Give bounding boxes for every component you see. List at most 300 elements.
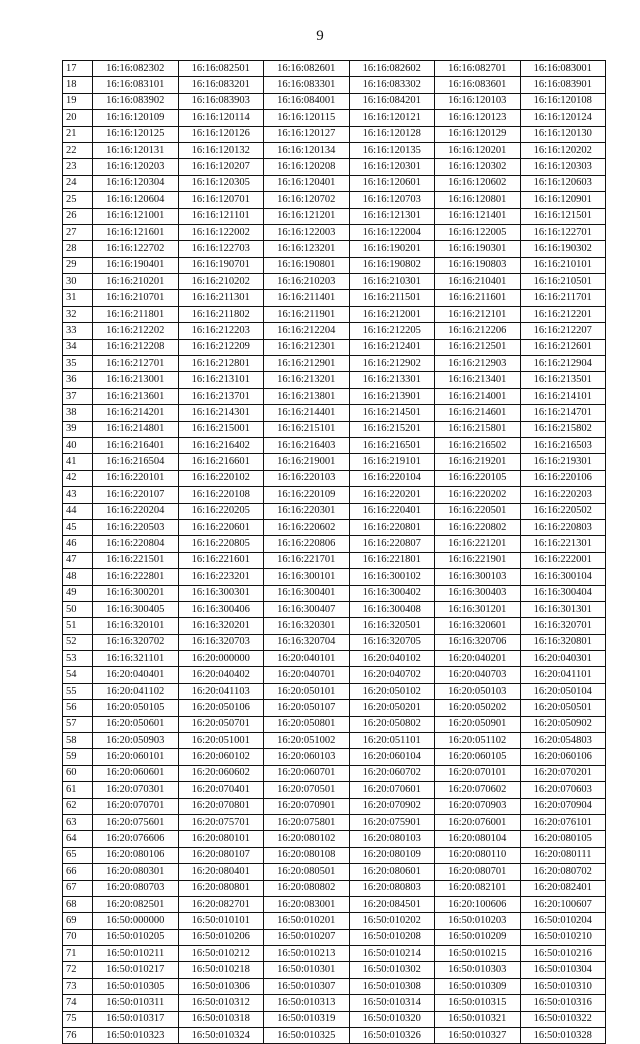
table-row bbox=[63, 962, 606, 978]
cadastral-number-cell: 16:50:010327 bbox=[435, 1028, 521, 1044]
cadastral-number-cell: 16:16:121201 bbox=[264, 208, 350, 224]
cadastral-number-cell: 16:20:070101 bbox=[435, 765, 521, 781]
cadastral-number-cell: 16:50:010313 bbox=[264, 995, 350, 1011]
cadastral-number-cell: 16:16:215001 bbox=[178, 421, 264, 437]
table-row bbox=[63, 733, 606, 749]
cadastral-number-cell: 16:20:050902 bbox=[520, 716, 606, 732]
cadastral-number-cell: 16:16:122003 bbox=[264, 224, 350, 240]
cadastral-number-cell: 16:16:120901 bbox=[520, 192, 606, 208]
table-row bbox=[63, 77, 606, 93]
table-row bbox=[63, 634, 606, 650]
cadastral-number-cell: 16:16:220502 bbox=[520, 503, 606, 519]
row-number-cell: 44 bbox=[63, 503, 93, 519]
row-number-cell: 66 bbox=[63, 864, 93, 880]
cadastral-number-cell: 16:16:120201 bbox=[435, 142, 521, 158]
cadastral-number-cell: 16:20:050106 bbox=[178, 700, 264, 716]
cadastral-number-cell: 16:16:320703 bbox=[178, 634, 264, 650]
cadastral-number-cell: 16:20:050701 bbox=[178, 716, 264, 732]
cadastral-number-cell: 16:16:120123 bbox=[435, 110, 521, 126]
table-row bbox=[63, 323, 606, 339]
table-row bbox=[63, 700, 606, 716]
cadastral-number-cell: 16:20:080105 bbox=[520, 831, 606, 847]
cadastral-number-cell: 16:50:010217 bbox=[93, 962, 179, 978]
cadastral-number-cell: 16:16:212101 bbox=[435, 306, 521, 322]
cadastral-number-cell: 16:16:120207 bbox=[178, 159, 264, 175]
cadastral-number-cell: 16:16:214201 bbox=[93, 405, 179, 421]
table-row bbox=[63, 847, 606, 863]
row-number-cell: 24 bbox=[63, 175, 93, 191]
table-row bbox=[63, 946, 606, 962]
cadastral-number-cell: 16:20:070401 bbox=[178, 782, 264, 798]
row-number-cell: 56 bbox=[63, 700, 93, 716]
cadastral-number-cell: 16:16:212401 bbox=[349, 339, 435, 355]
cadastral-number-cell: 16:20:070603 bbox=[520, 782, 606, 798]
cadastral-number-cell: 16:16:214301 bbox=[178, 405, 264, 421]
cadastral-number-cell: 16:50:010312 bbox=[178, 995, 264, 1011]
cadastral-number-cell: 16:20:060601 bbox=[93, 765, 179, 781]
row-number-cell: 23 bbox=[63, 159, 93, 175]
cadastral-number-cell: 16:20:076606 bbox=[93, 831, 179, 847]
cadastral-number-cell: 16:20:051101 bbox=[349, 733, 435, 749]
cadastral-number-cell: 16:20:050105 bbox=[93, 700, 179, 716]
cadastral-number-cell: 16:20:075901 bbox=[349, 814, 435, 830]
cadastral-number-cell: 16:16:212001 bbox=[349, 306, 435, 322]
cadastral-number-cell: 16:16:211401 bbox=[264, 290, 350, 306]
cadastral-number-cell: 16:20:076101 bbox=[520, 814, 606, 830]
cadastral-number-cell: 16:50:010314 bbox=[349, 995, 435, 1011]
row-number-cell: 26 bbox=[63, 208, 93, 224]
cadastral-number-cell: 16:16:221501 bbox=[93, 552, 179, 568]
cadastral-number-cell: 16:20:050903 bbox=[93, 733, 179, 749]
row-number-cell: 47 bbox=[63, 552, 93, 568]
table-row bbox=[63, 667, 606, 683]
table-row bbox=[63, 651, 606, 667]
cadastral-number-cell: 16:16:120129 bbox=[435, 126, 521, 142]
cadastral-number-cell: 16:50:010305 bbox=[93, 978, 179, 994]
cadastral-number-cell: 16:16:210203 bbox=[264, 274, 350, 290]
table-row bbox=[63, 61, 606, 77]
cadastral-number-cell: 16:20:050901 bbox=[435, 716, 521, 732]
row-number-cell: 55 bbox=[63, 683, 93, 699]
cadastral-number-cell: 16:20:070602 bbox=[435, 782, 521, 798]
row-number-cell: 42 bbox=[63, 470, 93, 486]
cadastral-number-cell: 16:16:211301 bbox=[178, 290, 264, 306]
table-row bbox=[63, 929, 606, 945]
table-row bbox=[63, 716, 606, 732]
cadastral-number-cell: 16:50:010324 bbox=[178, 1028, 264, 1044]
cadastral-number-cell: 16:16:120125 bbox=[93, 126, 179, 142]
cadastral-number-cell: 16:16:320601 bbox=[435, 618, 521, 634]
row-number-cell: 22 bbox=[63, 142, 93, 158]
cadastral-number-cell: 16:20:041101 bbox=[520, 667, 606, 683]
cadastral-number-cell: 16:16:321101 bbox=[93, 651, 179, 667]
table-row bbox=[63, 782, 606, 798]
cadastral-number-cell: 16:20:040702 bbox=[349, 667, 435, 683]
cadastral-number-cell: 16:16:120303 bbox=[520, 159, 606, 175]
cadastral-number-cell: 16:20:050102 bbox=[349, 683, 435, 699]
cadastral-number-cell: 16:16:220204 bbox=[93, 503, 179, 519]
row-number-cell: 49 bbox=[63, 585, 93, 601]
cadastral-number-cell: 16:16:220103 bbox=[264, 470, 350, 486]
cadastral-number-cell: 16:16:120135 bbox=[349, 142, 435, 158]
cadastral-number-cell: 16:20:050104 bbox=[520, 683, 606, 699]
table-row bbox=[63, 913, 606, 929]
cadastral-number-cell: 16:16:220501 bbox=[435, 503, 521, 519]
cadastral-number-cell: 16:16:220805 bbox=[178, 536, 264, 552]
cadastral-number-cell: 16:16:213701 bbox=[178, 388, 264, 404]
cadastral-number-cell: 16:16:123201 bbox=[264, 241, 350, 257]
cadastral-number-cell: 16:16:300103 bbox=[435, 569, 521, 585]
cadastral-number-cell: 16:50:010321 bbox=[435, 1011, 521, 1027]
cadastral-number-cell: 16:16:214001 bbox=[435, 388, 521, 404]
row-number-cell: 27 bbox=[63, 224, 93, 240]
cadastral-number-cell: 16:16:219301 bbox=[520, 454, 606, 470]
cadastral-number-cell: 16:20:050202 bbox=[435, 700, 521, 716]
cadastral-number-cell: 16:16:211601 bbox=[435, 290, 521, 306]
cadastral-number-cell: 16:20:080601 bbox=[349, 864, 435, 880]
cadastral-number-cell: 16:16:300402 bbox=[349, 585, 435, 601]
cadastral-number-cell: 16:16:320101 bbox=[93, 618, 179, 634]
cadastral-number-cell: 16:16:120301 bbox=[349, 159, 435, 175]
cadastral-number-cell: 16:50:010204 bbox=[520, 913, 606, 929]
cadastral-number-cell: 16:16:120109 bbox=[93, 110, 179, 126]
row-number-cell: 67 bbox=[63, 880, 93, 896]
cadastral-number-cell: 16:20:040703 bbox=[435, 667, 521, 683]
cadastral-number-cell: 16:50:010316 bbox=[520, 995, 606, 1011]
cadastral-number-cell: 16:20:070904 bbox=[520, 798, 606, 814]
cadastral-number-cell: 16:20:070301 bbox=[93, 782, 179, 798]
row-number-cell: 30 bbox=[63, 274, 93, 290]
cadastral-number-cell: 16:50:010211 bbox=[93, 946, 179, 962]
cadastral-number-cell: 16:20:040201 bbox=[435, 651, 521, 667]
row-number-cell: 33 bbox=[63, 323, 93, 339]
cadastral-number-cell: 16:16:220203 bbox=[520, 487, 606, 503]
cadastral-number-cell: 16:20:060102 bbox=[178, 749, 264, 765]
cadastral-number-cell: 16:16:190802 bbox=[349, 257, 435, 273]
table-row bbox=[63, 142, 606, 158]
cadastral-number-cell: 16:16:221801 bbox=[349, 552, 435, 568]
row-number-cell: 61 bbox=[63, 782, 93, 798]
table-row bbox=[63, 896, 606, 912]
table-row bbox=[63, 519, 606, 535]
table-row bbox=[63, 814, 606, 830]
cadastral-number-cell: 16:20:080501 bbox=[264, 864, 350, 880]
row-number-cell: 48 bbox=[63, 569, 93, 585]
cadastral-number-cell: 16:16:211802 bbox=[178, 306, 264, 322]
cadastral-number-cell: 16:16:220803 bbox=[520, 519, 606, 535]
cadastral-number-cell: 16:16:210401 bbox=[435, 274, 521, 290]
cadastral-number-cell: 16:20:080703 bbox=[93, 880, 179, 896]
cadastral-number-cell: 16:20:070701 bbox=[93, 798, 179, 814]
row-number-cell: 51 bbox=[63, 618, 93, 634]
cadastral-number-cell: 16:20:060701 bbox=[264, 765, 350, 781]
cadastral-number-cell: 16:50:010304 bbox=[520, 962, 606, 978]
cadastral-number-cell: 16:20:050107 bbox=[264, 700, 350, 716]
row-number-cell: 53 bbox=[63, 651, 93, 667]
cadastral-number-cell: 16:50:010215 bbox=[435, 946, 521, 962]
cadastral-number-cell: 16:20:080109 bbox=[349, 847, 435, 863]
cadastral-number-cell: 16:16:213901 bbox=[349, 388, 435, 404]
cadastral-number-cell: 16:16:211501 bbox=[349, 290, 435, 306]
cadastral-number-cell: 16:16:320706 bbox=[435, 634, 521, 650]
cadastral-number-cell: 16:16:300408 bbox=[349, 601, 435, 617]
cadastral-number-cell: 16:16:212301 bbox=[264, 339, 350, 355]
cadastral-number-cell: 16:16:120131 bbox=[93, 142, 179, 158]
cadastral-number-cell: 16:16:122004 bbox=[349, 224, 435, 240]
cadastral-number-cell: 16:16:220602 bbox=[264, 519, 350, 535]
cadastral-number-cell: 16:16:120134 bbox=[264, 142, 350, 158]
row-number-cell: 69 bbox=[63, 913, 93, 929]
row-number-cell: 36 bbox=[63, 372, 93, 388]
cadastral-number-cell: 16:50:010318 bbox=[178, 1011, 264, 1027]
cadastral-number-cell: 16:16:216501 bbox=[349, 437, 435, 453]
cadastral-number-cell: 16:16:221201 bbox=[435, 536, 521, 552]
cadastral-number-cell: 16:16:212203 bbox=[178, 323, 264, 339]
cadastral-number-cell: 16:16:120127 bbox=[264, 126, 350, 142]
cadastral-number-cell: 16:16:214601 bbox=[435, 405, 521, 421]
table-row bbox=[63, 569, 606, 585]
cadastral-number-cell: 16:16:320701 bbox=[520, 618, 606, 634]
cadastral-number-cell: 16:16:120702 bbox=[264, 192, 350, 208]
cadastral-number-cell: 16:16:120202 bbox=[520, 142, 606, 158]
table-row bbox=[63, 831, 606, 847]
row-number-cell: 34 bbox=[63, 339, 93, 355]
cadastral-number-cell: 16:16:220102 bbox=[178, 470, 264, 486]
cadastral-number-cell: 16:16:083903 bbox=[178, 93, 264, 109]
cadastral-number-cell: 16:20:082401 bbox=[520, 880, 606, 896]
cadastral-number-cell: 16:16:083301 bbox=[264, 77, 350, 93]
cadastral-number-cell: 16:20:070601 bbox=[349, 782, 435, 798]
cadastral-number-cell: 16:16:121101 bbox=[178, 208, 264, 224]
cadastral-number-cell: 16:16:220802 bbox=[435, 519, 521, 535]
cadastral-number-cell: 16:50:010311 bbox=[93, 995, 179, 1011]
row-number-cell: 39 bbox=[63, 421, 93, 437]
cadastral-number-cell: 16:16:212202 bbox=[93, 323, 179, 339]
row-number-cell: 29 bbox=[63, 257, 93, 273]
cadastral-number-cell: 16:16:300104 bbox=[520, 569, 606, 585]
cadastral-number-cell: 16:16:120304 bbox=[93, 175, 179, 191]
table-row bbox=[63, 1011, 606, 1027]
cadastral-number-cell: 16:16:300101 bbox=[264, 569, 350, 585]
row-number-cell: 37 bbox=[63, 388, 93, 404]
cadastral-number-cell: 16:20:070903 bbox=[435, 798, 521, 814]
cadastral-number-cell: 16:16:219001 bbox=[264, 454, 350, 470]
cadastral-number-cell: 16:16:211801 bbox=[93, 306, 179, 322]
cadastral-number-cell: 16:20:060602 bbox=[178, 765, 264, 781]
cadastral-number-cell: 16:16:120801 bbox=[435, 192, 521, 208]
cadastral-number-cell: 16:20:040102 bbox=[349, 651, 435, 667]
table-row bbox=[63, 257, 606, 273]
cadastral-number-cell: 16:20:060104 bbox=[349, 749, 435, 765]
cadastral-number-cell: 16:16:220401 bbox=[349, 503, 435, 519]
cadastral-number-cell: 16:20:084501 bbox=[349, 896, 435, 912]
cadastral-number-cell: 16:16:320801 bbox=[520, 634, 606, 650]
cadastral-number-cell: 16:20:060103 bbox=[264, 749, 350, 765]
table-row bbox=[63, 274, 606, 290]
cadastral-number-cell: 16:16:212902 bbox=[349, 356, 435, 372]
cadastral-number-cell: 16:20:070902 bbox=[349, 798, 435, 814]
cadastral-number-cell: 16:16:120604 bbox=[93, 192, 179, 208]
cadastral-number-cell: 16:50:010303 bbox=[435, 962, 521, 978]
table-row bbox=[63, 995, 606, 1011]
cadastral-number-cell: 16:20:050201 bbox=[349, 700, 435, 716]
cadastral-number-cell: 16:50:010210 bbox=[520, 929, 606, 945]
cadastral-number-cell: 16:50:010315 bbox=[435, 995, 521, 1011]
cadastral-number-cell: 16:16:216601 bbox=[178, 454, 264, 470]
cadastral-number-cell: 16:20:080110 bbox=[435, 847, 521, 863]
row-number-cell: 31 bbox=[63, 290, 93, 306]
cadastral-number-cell: 16:16:300102 bbox=[349, 569, 435, 585]
cadastral-number-cell: 16:16:300404 bbox=[520, 585, 606, 601]
cadastral-number-cell: 16:16:122702 bbox=[93, 241, 179, 257]
cadastral-number-cell: 16:16:220105 bbox=[435, 470, 521, 486]
cadastral-number-cell: 16:16:083101 bbox=[93, 77, 179, 93]
cadastral-number-cell: 16:50:010319 bbox=[264, 1011, 350, 1027]
cadastral-number-cell: 16:16:216504 bbox=[93, 454, 179, 470]
table-row bbox=[63, 601, 606, 617]
table-row bbox=[63, 552, 606, 568]
cadastral-number-cell: 16:50:010209 bbox=[435, 929, 521, 945]
cadastral-number-cell: 16:20:051002 bbox=[264, 733, 350, 749]
cadastral-number-cell: 16:20:060106 bbox=[520, 749, 606, 765]
cadastral-number-cell: 16:16:221601 bbox=[178, 552, 264, 568]
cadastral-number-cell: 16:16:084201 bbox=[349, 93, 435, 109]
cadastral-number-cell: 16:16:122703 bbox=[178, 241, 264, 257]
cadastral-number-cell: 16:50:010323 bbox=[93, 1028, 179, 1044]
cadastral-number-cell: 16:16:223201 bbox=[178, 569, 264, 585]
cadastral-number-cell: 16:16:220503 bbox=[93, 519, 179, 535]
cadastral-number-cell: 16:16:222801 bbox=[93, 569, 179, 585]
cadastral-number-cell: 16:16:121301 bbox=[349, 208, 435, 224]
cadastral-number-cell: 16:16:190301 bbox=[435, 241, 521, 257]
cadastral-number-cell: 16:16:120130 bbox=[520, 126, 606, 142]
row-number-cell: 57 bbox=[63, 716, 93, 732]
cadastral-number-cell: 16:50:010205 bbox=[93, 929, 179, 945]
table-row bbox=[63, 388, 606, 404]
cadastral-number-cell: 16:16:210701 bbox=[93, 290, 179, 306]
cadastral-number-cell: 16:16:320705 bbox=[349, 634, 435, 650]
cadastral-number-cell: 16:20:040701 bbox=[264, 667, 350, 683]
cadastral-number-cell: 16:16:190201 bbox=[349, 241, 435, 257]
table-row bbox=[63, 208, 606, 224]
cadastral-number-cell: 16:20:082101 bbox=[435, 880, 521, 896]
cadastral-number-cell: 16:20:080104 bbox=[435, 831, 521, 847]
table-row bbox=[63, 454, 606, 470]
cadastral-number-cell: 16:16:219201 bbox=[435, 454, 521, 470]
table-row bbox=[63, 93, 606, 109]
cadastral-number-cell: 16:16:083901 bbox=[520, 77, 606, 93]
row-number-cell: 64 bbox=[63, 831, 93, 847]
cadastral-number-cell: 16:16:214501 bbox=[349, 405, 435, 421]
row-number-cell: 54 bbox=[63, 667, 93, 683]
row-number-cell: 45 bbox=[63, 519, 93, 535]
cadastral-number-cell: 16:20:041103 bbox=[178, 683, 264, 699]
row-number-cell: 41 bbox=[63, 454, 93, 470]
cadastral-number-cell: 16:16:300201 bbox=[93, 585, 179, 601]
cadastral-number-cell: 16:16:220201 bbox=[349, 487, 435, 503]
cadastral-number-cell: 16:16:120701 bbox=[178, 192, 264, 208]
cadastral-number-cell: 16:50:010206 bbox=[178, 929, 264, 945]
cadastral-number-cell: 16:20:080701 bbox=[435, 864, 521, 880]
cadastral-number-cell: 16:16:212206 bbox=[435, 323, 521, 339]
table-row bbox=[63, 1028, 606, 1044]
cadastral-number-cell: 16:16:320301 bbox=[264, 618, 350, 634]
cadastral-number-cell: 16:16:083601 bbox=[435, 77, 521, 93]
cadastral-number-cell: 16:16:122005 bbox=[435, 224, 521, 240]
cadastral-number-cell: 16:20:060101 bbox=[93, 749, 179, 765]
cadastral-number-cell: 16:20:000000 bbox=[178, 651, 264, 667]
cadastral-number-cell: 16:50:010101 bbox=[178, 913, 264, 929]
cadastral-number-cell: 16:16:214701 bbox=[520, 405, 606, 421]
cadastral-number-cell: 16:20:080102 bbox=[264, 831, 350, 847]
cadastral-number-cell: 16:20:040402 bbox=[178, 667, 264, 683]
cadastral-number-cell: 16:20:075801 bbox=[264, 814, 350, 830]
cadastral-number-cell: 16:50:010317 bbox=[93, 1011, 179, 1027]
cadastral-number-cell: 16:50:010214 bbox=[349, 946, 435, 962]
cadastral-number-cell: 16:16:210101 bbox=[520, 257, 606, 273]
cadastral-number-cell: 16:16:216401 bbox=[93, 437, 179, 453]
cadastral-number-cell: 16:16:213501 bbox=[520, 372, 606, 388]
cadastral-number-cell: 16:50:010325 bbox=[264, 1028, 350, 1044]
row-number-cell: 74 bbox=[63, 995, 93, 1011]
cadastral-number-cell: 16:16:300403 bbox=[435, 585, 521, 601]
cadastral-number-cell: 16:16:121401 bbox=[435, 208, 521, 224]
row-number-cell: 25 bbox=[63, 192, 93, 208]
table-row bbox=[63, 110, 606, 126]
cadastral-number-cell: 16:20:080107 bbox=[178, 847, 264, 863]
cadastral-number-cell: 16:16:213301 bbox=[349, 372, 435, 388]
cadastral-number-cell: 16:20:050801 bbox=[264, 716, 350, 732]
cadastral-number-cell: 16:20:040301 bbox=[520, 651, 606, 667]
cadastral-number-cell: 16:20:080801 bbox=[178, 880, 264, 896]
table-row bbox=[63, 798, 606, 814]
cadastral-number-cell: 16:16:220202 bbox=[435, 487, 521, 503]
cadastral-number-cell: 16:16:220107 bbox=[93, 487, 179, 503]
cadastral-number-cell: 16:16:190401 bbox=[93, 257, 179, 273]
cadastral-number-cell: 16:50:010322 bbox=[520, 1011, 606, 1027]
row-number-cell: 65 bbox=[63, 847, 93, 863]
cadastral-number-cell: 16:20:080802 bbox=[264, 880, 350, 896]
cadastral-number-cell: 16:16:211701 bbox=[520, 290, 606, 306]
cadastral-number-cell: 16:20:070501 bbox=[264, 782, 350, 798]
cadastral-number-cell: 16:16:214101 bbox=[520, 388, 606, 404]
cadastral-number-cell: 16:16:210301 bbox=[349, 274, 435, 290]
row-number-cell: 46 bbox=[63, 536, 93, 552]
row-number-cell: 17 bbox=[63, 61, 93, 77]
cadastral-number-cell: 16:20:080401 bbox=[178, 864, 264, 880]
row-number-cell: 73 bbox=[63, 978, 93, 994]
cadastral-number-cell: 16:16:213201 bbox=[264, 372, 350, 388]
cadastral-number-cell: 16:16:213801 bbox=[264, 388, 350, 404]
cadastral-number-cell: 16:16:213101 bbox=[178, 372, 264, 388]
cadastral-number-cell: 16:16:320501 bbox=[349, 618, 435, 634]
row-number-cell: 40 bbox=[63, 437, 93, 453]
cadastral-number-cell: 16:20:050101 bbox=[264, 683, 350, 699]
cadastral-number-cell: 16:16:212209 bbox=[178, 339, 264, 355]
cadastral-number-cell: 16:16:120126 bbox=[178, 126, 264, 142]
cadastral-number-cell: 16:20:080111 bbox=[520, 847, 606, 863]
cadastral-number-cell: 16:16:219101 bbox=[349, 454, 435, 470]
cadastral-number-cell: 16:20:051102 bbox=[435, 733, 521, 749]
table-row bbox=[63, 585, 606, 601]
cadastral-number-cell: 16:16:120203 bbox=[93, 159, 179, 175]
cadastral-number-cell: 16:16:213401 bbox=[435, 372, 521, 388]
cadastral-number-cell: 16:16:221901 bbox=[435, 552, 521, 568]
row-number-cell: 38 bbox=[63, 405, 93, 421]
cadastral-number-cell: 16:16:213001 bbox=[93, 372, 179, 388]
table-row bbox=[63, 618, 606, 634]
table-row bbox=[63, 536, 606, 552]
